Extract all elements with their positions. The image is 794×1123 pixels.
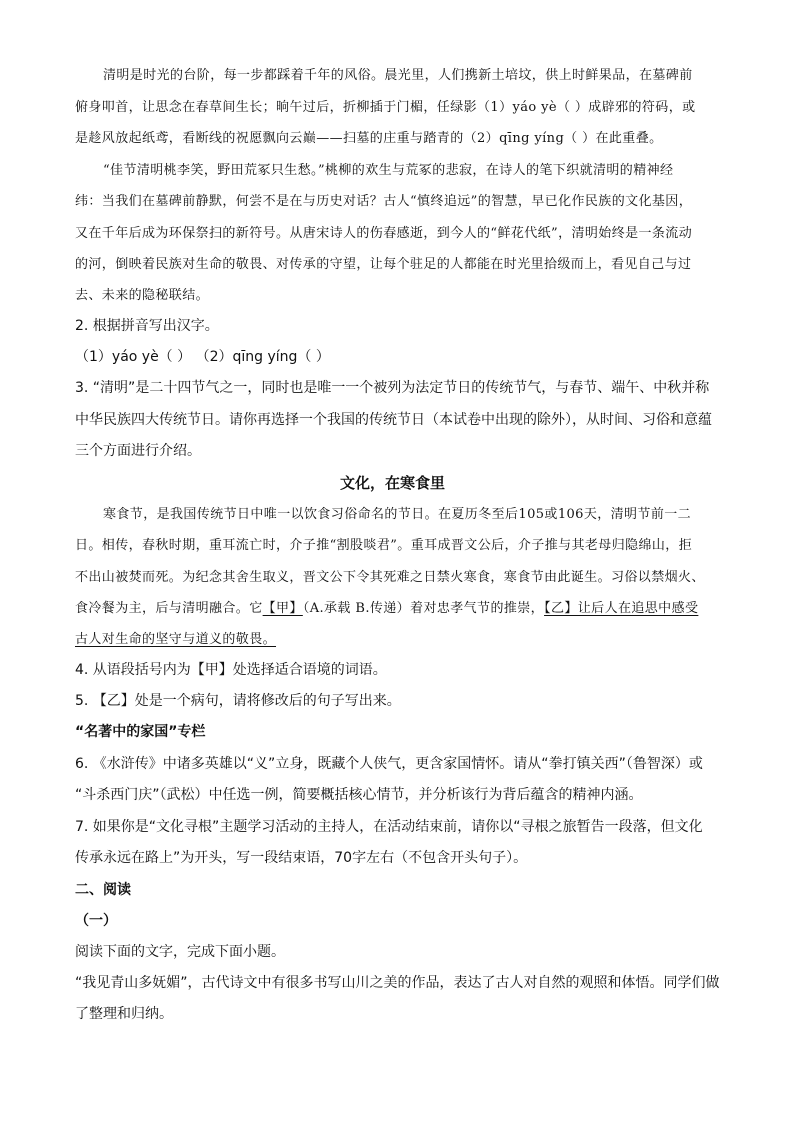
question-3-line-1: 3. “清明”是二十四节气之一，同时也是唯一一个被列为法定节日的传统节气，与春节、端午、中秋并称: [75, 380, 710, 396]
sub-section-1-title: （一）: [75, 913, 117, 929]
question-7-line-1: 7. 如果你是“文化寻根”主题学习活动的主持人，在活动结束前，请你以“寻根之旅暂告一段落，但文化: [75, 819, 703, 835]
question-2-answer-line: （1）yáo yè（ ） （2）qīng yíng（ ）: [75, 349, 330, 365]
marker-yi-sentence: 【乙】让后人在追思中感受: [544, 601, 699, 616]
column-title: “名著中的家国”专栏: [75, 724, 206, 740]
passage2-line-1: 寒食节，是我国传统节日中唯一以饮食习俗命名的节日。在夏历冬至后105或106天，清明节前一二: [103, 507, 692, 522]
passage2-line-2: 日。相传，春秋时期，重耳流亡时，介子推“割股啖君”。重耳成晋文公后，介子推与其老母归隐绵山，拒: [75, 538, 693, 553]
passage2-line-4-b: （A.承载 B.传递）着对忠孝气节的推崇，: [302, 601, 545, 616]
question-6-line-1: 6. 《水浒传》中诸多英雄以“义”立身，既藏个人侠气，更含家国情怀。请从“拳打镇关西”（鲁智深）或: [75, 756, 703, 772]
section-title: 文化，在寒食里: [340, 474, 446, 492]
passage2-line-4-a: 食冷餐为主，后与清明融合。它: [75, 601, 263, 616]
passage1-p2-line-3: 又在千年后成为环保祭扫的新符号。从唐宋诗人的伤春感逝，到今人的“鲜花代纸”，清明始终是一条流动: [75, 226, 693, 241]
question-3-line-3: 三个方面进行介绍。: [75, 443, 201, 459]
passage2-line-5: 古人对生命的坚守与道义的敬畏。: [75, 632, 277, 647]
passage1-line-1: 清明是时光的台阶，每一步都踩着千年的风俗。晨光里，人们携新土培坟，供上时鲜果品，在墓碑前: [103, 68, 693, 83]
passage1-p2-line-4: 的河，倒映着民族对生命的敬畏、对传承的守望，让每个驻足的人都能在时光里拾级而上，看见自己与过: [75, 257, 692, 272]
passage2-line-3: 不出山被焚而死。为纪念其舍生取义，晋文公下令其死难之日禁火寒食，寒食节由此诞生。习俗以禁烟火、: [75, 570, 705, 585]
passage1-line-3: 是趁风放起纸鸢，看断线的祝愿飘向云巅——扫墓的庄重与踏青的（2）qīng yíng（ ）在此重叠。: [75, 131, 663, 146]
question-2-stem: 2. 根据拼音写出汉字。: [75, 318, 219, 334]
question-4: 4. 从语段括号内为【甲】处选择适合语境的词语。: [75, 662, 387, 678]
reading-intro-line-2: 了整理和归纳。: [75, 1006, 173, 1022]
passage1-p2-line-5: 去、未来的隐秘联结。: [75, 288, 210, 303]
question-6-line-2: “斗杀西门庆”（武松）中任选一例，简要概括核心情节，并分析该行为背后蕴含的精神内涵。: [75, 787, 643, 803]
passage1-p2-line-1: “佳节清明桃李笑，野田荒冢只生愁。”桃柳的欢生与荒冢的悲寂，在诗人的笔下织就清明的精神经: [103, 163, 674, 178]
passage1-line-2: 俯身叩首，让思念在春草间生长；晌午过后，折柳插于门楣，任绿影（1）yáo yè（ ）成辟邪的符码，或: [75, 100, 696, 115]
passage1-p2-line-2: 纬：当我们在墓碑前静默，何尝不是在与历史对话？古人“慎终追远”的智慧，早已化作民族的文化基因，: [75, 194, 693, 209]
marker-jia: 【甲】: [262, 601, 303, 616]
part-2-title: 二、阅读: [75, 882, 131, 898]
question-7-line-2: 传承永远在路上”为开头，写一段结束语，70字左右（不包含开头句子）。: [75, 850, 528, 866]
passage2-line-4: [75, 599, 698, 619]
reading-instruction: 阅读下面的文字，完成下面小题。: [75, 944, 285, 960]
question-5: 5. 【乙】处是一个病句，请将修改后的句子写出来。: [75, 693, 401, 709]
reading-intro-line-1: “我见青山多妩媚”，古代诗文中有很多书写山川之美的作品，表达了古人对自然的观照和体悟。同学们做: [75, 975, 720, 991]
question-3-line-2: 中华民族四大传统节日。请你再选择一个我国的传统节日（本试卷中出现的除外），从时间、习俗和意蕴: [75, 412, 712, 428]
